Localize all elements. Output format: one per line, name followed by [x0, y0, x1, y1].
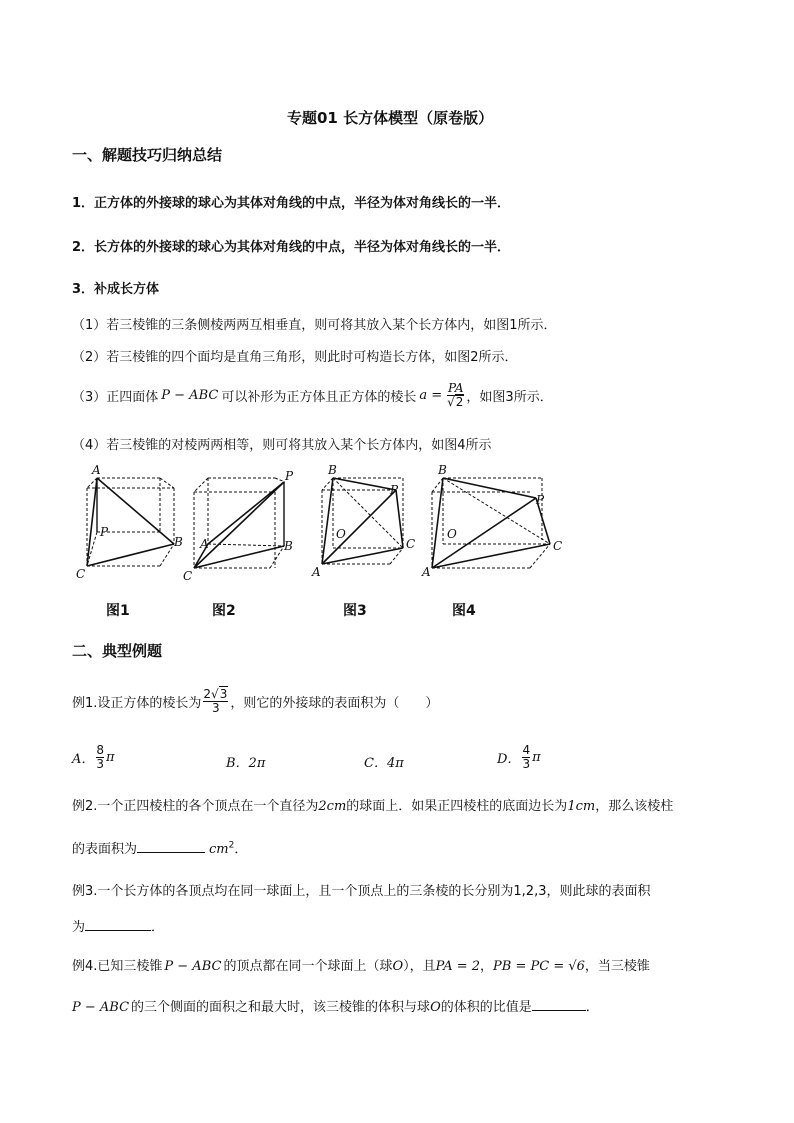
example-4-line-2: [72, 996, 599, 1015]
option-b: B．2π: [226, 756, 266, 771]
figure-2-diagram: [194, 478, 285, 568]
page-title: 专题01 长方体模型（原卷版）: [287, 109, 494, 127]
case-3-prefix: （3）正四面体: [72, 389, 159, 405]
example-3-text-line2: 为: [72, 920, 86, 935]
fig2-label-p: P: [285, 469, 294, 483]
case-1-text: （1）若三棱锥的三条侧棱两两互相垂直，则可将其放入某个长方体内，如图1所示．: [72, 318, 557, 333]
figure-4-caption: 图4: [452, 603, 476, 619]
option-a-den: 3: [96, 756, 105, 771]
example-4-text-e: ），且: [403, 959, 436, 974]
base-edge-value: 1cm: [567, 799, 596, 814]
fig3-label-a: A: [312, 565, 321, 579]
sphere-o-2: O: [430, 1000, 441, 1015]
pyramid-expr-2: P − ABC: [72, 1000, 130, 1015]
example-2-text-line2: 的表面积为: [72, 842, 138, 857]
option-a-label: A．: [72, 751, 95, 767]
figure-4-diagram: [432, 478, 550, 568]
fig4-label-c: C: [553, 539, 563, 553]
example-2-line-1: [72, 795, 673, 814]
option-d: [497, 744, 541, 770]
example-2-text-c: 的球面上．如果正四棱柱的底面边长为: [346, 799, 568, 814]
fig2-label-b: B: [284, 539, 293, 553]
section-heading-2: 二、典型例题: [72, 642, 163, 660]
option-a-num: 8: [96, 743, 105, 757]
numerator-radicand: 3: [219, 687, 228, 701]
example-4-text-a: 例4.已知三棱锥: [72, 959, 163, 974]
sphere-o: O: [392, 959, 404, 974]
case-3-middle: 可以补形为正方体且正方体的棱长: [221, 389, 417, 405]
example-2-text-e: ，那么该棱柱: [595, 799, 674, 814]
fig1-label-b: B: [174, 535, 183, 549]
fig4-label-b: B: [438, 463, 447, 477]
figure-1-diagram: [87, 478, 174, 566]
example-3-line-2: [72, 916, 164, 935]
fig1-label-p: P: [100, 525, 109, 539]
option-a-pi: π: [106, 749, 115, 765]
fraction-denominator: 2: [455, 394, 464, 409]
fraction-denominator: 3: [212, 700, 220, 715]
fraction-numerator: PA: [447, 381, 464, 395]
example-4-text-d2: 的体积的比值是: [440, 1000, 532, 1015]
unit-exponent: 2: [228, 840, 235, 851]
example-3-line-1: 例3.一个长方体的各顶点均在同一球面上，且一个顶点上的三条棱的长分别为1,2,3，则此球的表面积: [72, 884, 651, 899]
edge-length-var: a =: [419, 387, 443, 403]
tetrahedron-expr: P − ABC: [161, 387, 219, 403]
example-4-text-i: ，当三棱锥: [584, 959, 650, 974]
fig3-label-c: C: [406, 537, 416, 551]
example-1: [72, 688, 438, 714]
figure-2-caption: 图2: [212, 603, 236, 619]
fig3-label-b: B: [328, 463, 337, 477]
example-4-end: ．: [585, 1000, 599, 1015]
fig2-label-a: A: [200, 537, 209, 551]
fig3-label-o: O: [336, 527, 346, 541]
option-c: C．4π: [364, 756, 404, 771]
option-d-label: D．: [497, 751, 521, 767]
case-4-text: （4）若三棱锥的对棱两两相等，则可将其放入某个长方体内，如图4所示: [72, 438, 492, 453]
example-1-prefix: 例1.设正方体的棱长为: [72, 695, 202, 711]
fig2-label-c: C: [183, 569, 193, 583]
example-4-text-c: 的顶点都在同一个球面上（球: [223, 959, 393, 974]
pb-pc-value: PB = PC = √6: [493, 959, 585, 974]
pyramid-expr: P − ABC: [164, 959, 222, 974]
example-4-text-b2: 的三个侧面的面积之和最大时，该三棱锥的体积与球: [131, 1000, 431, 1015]
edge-length-fraction: [447, 382, 464, 408]
option-d-fraction: [522, 744, 530, 770]
unit-cm: cm: [209, 842, 229, 857]
figure-1-caption: 图1: [106, 603, 130, 619]
tip-paragraph-1: 1．正方体的外接球的球心为其体对角线的中点，半径为体对角线长的一半．: [72, 196, 511, 211]
option-a-fraction: [96, 744, 104, 770]
example-2-end: ．: [234, 842, 248, 857]
option-d-num: 4: [522, 743, 531, 757]
example-3-end: ．: [151, 920, 165, 935]
tip-paragraph-2: 2．长方体的外接球的球心为其体对角线的中点，半径为体对角线长的一半．: [72, 240, 511, 255]
answer-blank-ex4[interactable]: [532, 998, 586, 1011]
fig1-label-a: A: [92, 463, 101, 477]
diameter-value: 2cm: [318, 799, 347, 814]
option-a: [72, 744, 115, 770]
example-2-text-a: 例2.一个正四棱柱的各个顶点在一个直径为: [72, 799, 319, 814]
fig1-label-c: C: [76, 567, 86, 581]
option-d-pi: π: [532, 749, 541, 765]
figures-svg: [70, 460, 580, 585]
case-3-suffix: ，如图3所示．: [466, 389, 553, 405]
example-4-comma: ，: [480, 959, 494, 974]
pa-value: PA = 2: [435, 959, 481, 974]
figure-3-caption: 图3: [343, 603, 367, 619]
fig4-label-a: A: [422, 565, 431, 579]
answer-blank-ex3[interactable]: [85, 918, 151, 931]
case-2-text: （2）若三棱锥的四个面均是直角三角形，则此时可构造长方体，如图2所示．: [72, 350, 518, 365]
fig4-label-p: P: [536, 493, 545, 507]
sqrt-sign: √: [447, 394, 455, 409]
edge-length-fraction-ex1: [203, 688, 228, 714]
tip-paragraph-3: 3．补成长方体: [72, 282, 160, 297]
section-heading-1: 一、解题技巧归纳总结: [72, 146, 223, 164]
fig4-label-o: O: [447, 527, 457, 541]
case-3-text: [72, 382, 553, 408]
option-d-den: 3: [522, 756, 531, 771]
numerator-coef: 2: [203, 687, 212, 701]
example-2-line-2: [72, 838, 247, 857]
example-1-suffix: ，则它的外接球的表面积为（ ）: [230, 695, 439, 711]
fig3-label-p: P: [390, 483, 399, 497]
answer-blank-ex2[interactable]: [137, 840, 205, 853]
example-4-line-1: [72, 955, 650, 974]
sqrt-sign: √: [211, 687, 219, 701]
